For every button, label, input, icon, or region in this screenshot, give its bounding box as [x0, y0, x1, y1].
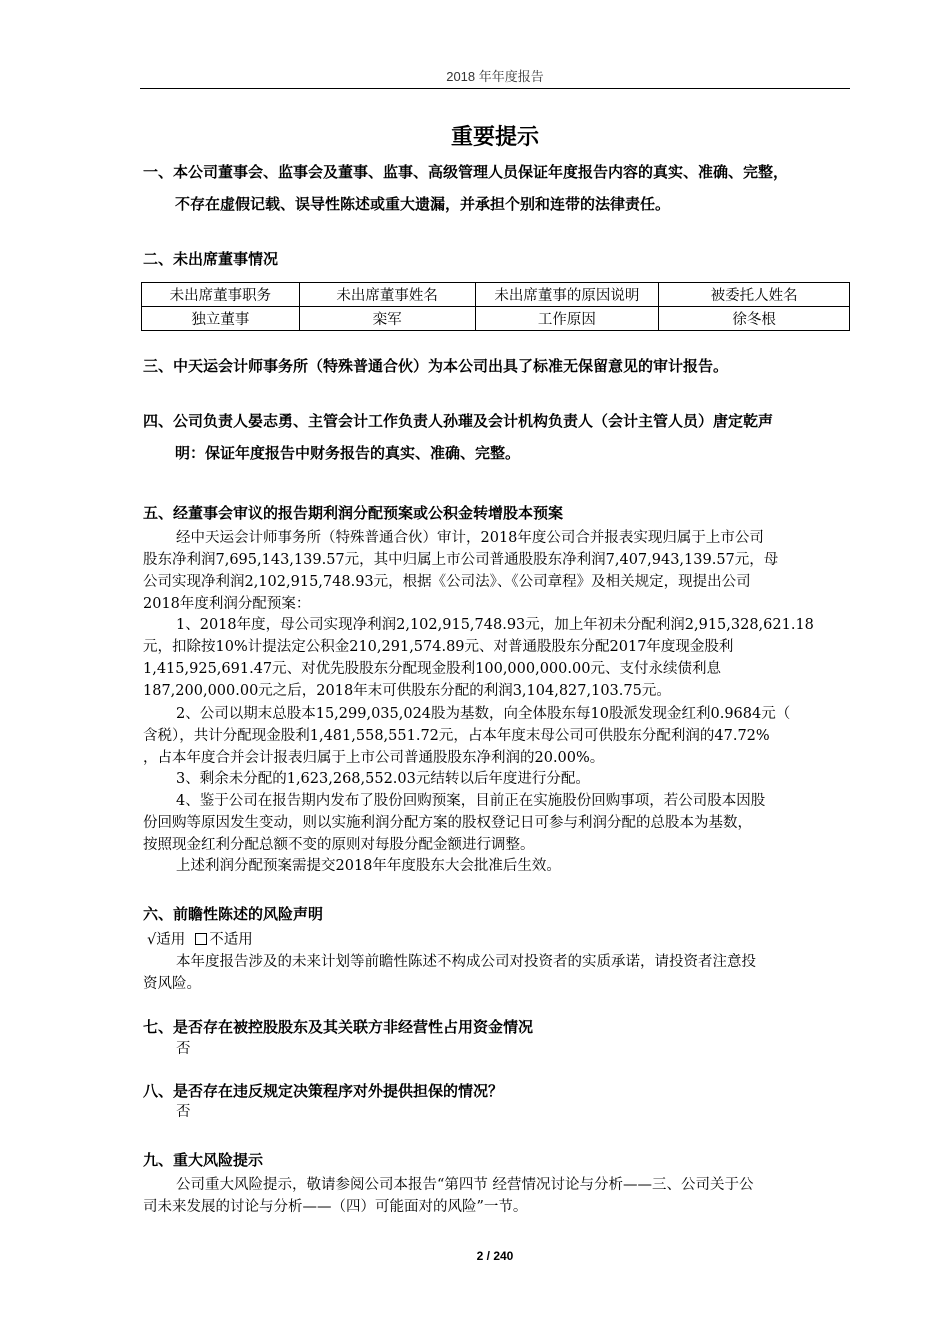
section5-text-line: 份回购等原因发生变动，则以实施利润分配方案的股权登记日可参与利润分配的总股本为基数， [143, 815, 752, 831]
table-cell: 栾军 [299, 307, 475, 331]
table-header-row [142, 283, 850, 307]
section5-text-line: 公司实现净利润2,102,915,748.93元，根据《公司法》、《公司章程》及相关规定，现提出公司 [143, 574, 751, 590]
section6-text-line: 本年度报告涉及的未来计划等前瞻性陈述不构成公司对投资者的实质承诺，请投资者注意投 [176, 954, 756, 970]
section9-heading: 九、重大风险提示 [143, 1151, 264, 1169]
table-cell: 独立董事 [142, 307, 300, 331]
table-header-cell: 被委托人姓名 [659, 283, 850, 307]
section9-text-line: 公司重大风险提示，敬请参阅公司本报告“第四节 经营情况讨论与分析——三、公司关于公 [176, 1177, 754, 1193]
header-rule [140, 88, 850, 89]
page-number: 2 / 240 [476, 1249, 514, 1263]
section8-heading: 八、是否存在违反规定决策程序对外提供担保的情况？ [143, 1082, 504, 1100]
section9-text-line: 司未来发展的讨论与分析——（四）可能面对的风险”一节。 [143, 1199, 528, 1215]
section7-heading: 七、是否存在被控股股东及其关联方非经营性占用资金情况 [143, 1018, 534, 1036]
applicability-options [147, 930, 253, 950]
section8-answer: 否 [176, 1104, 191, 1120]
check-mark-icon: √ [147, 932, 157, 948]
section5-heading: 五、经董事会审议的报告期利润分配预案或公积金转增股本预案 [143, 504, 564, 522]
section4-line2: 明：保证年度报告中财务报告的真实、准确、完整。 [175, 444, 521, 462]
applicable-label: 适用 [156, 932, 186, 948]
section5-text-line: 上述利润分配预案需提交2018年年度股东大会批准后生效。 [176, 858, 561, 874]
section5-text-line: 4、鉴于公司在报告期内发布了股份回购预案，目前正在实施股份回购事项，若公司股本因股 [176, 793, 766, 809]
section5-text-line: 2、公司以期末总股本15,299,035,024股为基数，向全体股东每10股派发现金红利0.9684元（ [176, 706, 791, 722]
section5-text-line: 含税），共计分配现金股利1,481,558,551.72元，占本年度末母公司可供股东分配利润的47.72% [143, 728, 770, 744]
section5-text-line: ，占本年度合并会计报表归属于上市公司普通股股东净利润的20.00%。 [143, 750, 605, 766]
section5-text-line: 元，扣除按10%计提法定公积金210,291,574.89元、对普通股股东分配2017年度现金股利 [143, 639, 734, 655]
section4-line1: 四、公司负责人晏志勇、主管会计工作负责人孙璀及会计机构负责人（会计主管人员）唐定乾声 [143, 412, 774, 430]
empty-checkbox-icon [195, 933, 207, 945]
table-header-cell: 未出席董事姓名 [299, 283, 475, 307]
section5-text-line: 股东净利润7,695,143,139.57元，其中归属上市公司普通股股东净利润7,407,943,139.57元，母 [143, 552, 779, 568]
section5-text-line: 187,200,000.00元之后，2018年末可供股东分配的利润3,104,827,103.75元。 [143, 683, 671, 699]
section1-line1: 一、本公司董事会、监事会及董事、监事、高级管理人员保证年度报告内容的真实、准确、完整， [143, 163, 789, 181]
table-header-cell: 未出席董事的原因说明 [475, 283, 659, 307]
section6-text-line: 资风险。 [143, 976, 201, 992]
table-header-cell: 未出席董事职务 [142, 283, 300, 307]
section5-text-line: 按照现金红利分配总额不变的原则对每股分配金额进行调整。 [143, 837, 535, 853]
section5-text-line: 经中天运会计师事务所（特殊普通合伙）审计，2018年度公司合并报表实现归属于上市公司 [176, 530, 764, 546]
section5-text-line: 1,415,925,691.47元、对优先股股东分配现金股利100,000,000.00元、支付永续债利息 [143, 661, 721, 677]
section7-answer: 否 [176, 1041, 191, 1057]
table-cell: 工作原因 [475, 307, 659, 331]
page-title: 重要提示 [450, 125, 539, 150]
not-applicable-label: 不适用 [209, 932, 253, 948]
section3-heading: 三、中天运会计师事务所（特殊普通合伙）为本公司出具了标准无保留意见的审计报告。 [143, 357, 729, 375]
section5-text-line: 2018年度利润分配预案： [143, 596, 311, 612]
section5-text-line: 1、2018年度，母公司实现净利润2,102,915,748.93元，加上年初未分配利润2,915,328,621.18 [176, 617, 814, 633]
section5-text-line: 3、剩余未分配的1,623,268,552.03元结转以后年度进行分配。 [176, 771, 590, 787]
section2-heading: 二、未出席董事情况 [143, 250, 279, 268]
table-cell: 徐冬根 [659, 307, 850, 331]
section1-line2: 不存在虚假记载、误导性陈述或重大遗漏，并承担个别和连带的法律责任。 [175, 195, 671, 213]
table-row [142, 307, 850, 331]
running-header: 2018 年年度报告 [446, 69, 544, 84]
absent-directors-table [141, 282, 850, 331]
section6-heading: 六、前瞻性陈述的风险声明 [143, 905, 324, 923]
